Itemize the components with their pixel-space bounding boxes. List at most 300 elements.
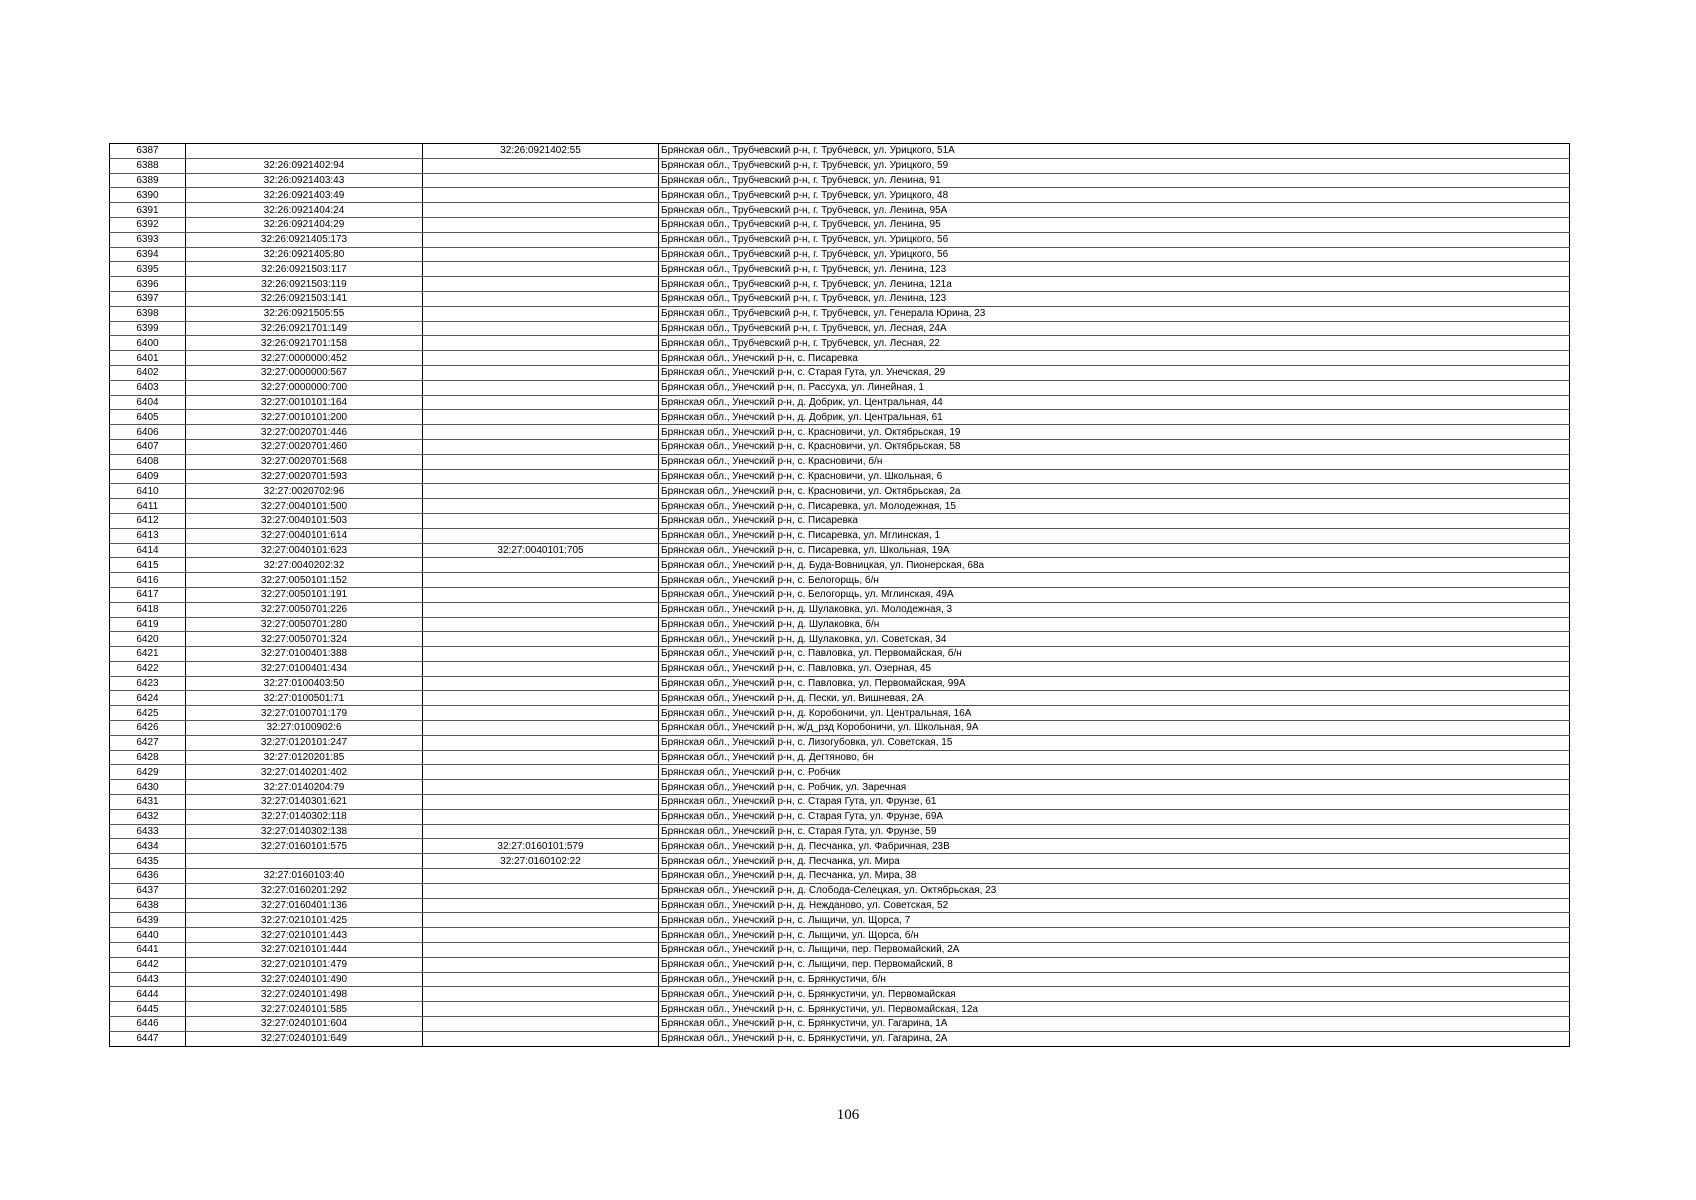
cadastral-number-2-cell	[423, 499, 659, 514]
address-cell: Брянская обл., Унечский р-н, с. Белогорщь, б/н	[659, 573, 1570, 588]
address-cell: Брянская обл., Унечский р-н, с. Павловка, ул. Первомайская, б/н	[659, 647, 1570, 662]
cadastral-number-2-cell	[423, 395, 659, 410]
cadastral-number-2-cell	[423, 691, 659, 706]
table-row	[110, 247, 1570, 262]
address-cell: Брянская обл., Унечский р-н, с. Брянкустичи, ул. Первомайская, 12а	[659, 1002, 1570, 1017]
row-number-cell: 6389	[110, 173, 186, 188]
address-cell: Брянская обл., Унечский р-н, д. Нежданово, ул. Советская, 52	[659, 898, 1570, 913]
address-cell: Брянская обл., Трубчевский р-н, г. Трубчевск, ул. Ленина, 95А	[659, 203, 1570, 218]
table-row	[110, 528, 1570, 543]
address-cell: Брянская обл., Трубчевский р-н, г. Трубчевск, ул. Урицкого, 59	[659, 158, 1570, 173]
address-cell: Брянская обл., Унечский р-н, с. Брянкустичи, ул. Гагарина, 1А	[659, 1017, 1570, 1032]
address-cell: Брянская обл., Унечский р-н, с. Красновичи, ул. Октябрьская, 2а	[659, 484, 1570, 499]
row-number-cell: 6410	[110, 484, 186, 499]
cadastral-number-cell: 32:26:0921503:117	[186, 262, 423, 277]
row-number-cell: 6446	[110, 1017, 186, 1032]
cadastral-number-2-cell	[423, 217, 659, 232]
table-row	[110, 232, 1570, 247]
cadastral-number-2-cell	[423, 780, 659, 795]
cadastral-number-2-cell	[423, 277, 659, 292]
cadastral-number-cell: 32:27:0010101:200	[186, 410, 423, 425]
address-cell: Брянская обл., Унечский р-н, д. Буда-Вовницкая, ул. Пионерская, 68а	[659, 558, 1570, 573]
cadastral-number-cell: 32:27:0240101:498	[186, 987, 423, 1002]
address-cell: Брянская обл., Унечский р-н, д. Песчанка, ул. Мира, 38	[659, 869, 1570, 884]
cadastral-number-2-cell	[423, 1031, 659, 1046]
row-number-cell: 6396	[110, 277, 186, 292]
row-number-cell: 6432	[110, 809, 186, 824]
row-number-cell: 6405	[110, 410, 186, 425]
table-row	[110, 809, 1570, 824]
address-cell: Брянская обл., Унечский р-н, с. Писаревка, ул. Школьная, 19А	[659, 543, 1570, 558]
row-number-cell: 6437	[110, 883, 186, 898]
cadastral-number-cell: 32:27:0020701:568	[186, 454, 423, 469]
table-row	[110, 380, 1570, 395]
table-row	[110, 558, 1570, 573]
cadastral-number-cell: 32:26:0921505:55	[186, 306, 423, 321]
table-row	[110, 898, 1570, 913]
row-number-cell: 6394	[110, 247, 186, 262]
page-number: 106	[836, 1107, 860, 1123]
cadastral-number-2-cell	[423, 1002, 659, 1017]
row-number-cell: 6402	[110, 365, 186, 380]
cadastral-number-cell: 32:26:0921701:149	[186, 321, 423, 336]
row-number-cell: 6431	[110, 795, 186, 810]
table-row	[110, 1031, 1570, 1046]
address-cell: Брянская обл., Трубчевский р-н, г. Трубчевск, ул. Урицкого, 56	[659, 232, 1570, 247]
row-number-cell: 6419	[110, 617, 186, 632]
row-number-cell: 6430	[110, 780, 186, 795]
row-number-cell: 6428	[110, 750, 186, 765]
address-cell: Брянская обл., Унечский р-н, с. Старая Гута, ул. Унечская, 29	[659, 365, 1570, 380]
table-row	[110, 647, 1570, 662]
row-number-cell: 6422	[110, 661, 186, 676]
cadastral-number-2-cell: 32:27:0160101:579	[423, 839, 659, 854]
row-number-cell: 6390	[110, 188, 186, 203]
row-number-cell: 6388	[110, 158, 186, 173]
row-number-cell: 6439	[110, 913, 186, 928]
address-cell: Брянская обл., Трубчевский р-н, г. Трубчевск, ул. Ленина, 91	[659, 173, 1570, 188]
address-cell: Брянская обл., Унечский р-н, с. Писаревка, ул. Молодежная, 15	[659, 499, 1570, 514]
address-cell: Брянская обл., Унечский р-н, д. Пески, ул. Вишневая, 2А	[659, 691, 1570, 706]
address-cell: Брянская обл., Унечский р-н, с. Писаревка	[659, 351, 1570, 366]
cadastral-number-cell: 32:26:0921503:119	[186, 277, 423, 292]
cadastral-number-2-cell	[423, 735, 659, 750]
address-cell: Брянская обл., Трубчевский р-н, г. Трубчевск, ул. Генерала Юрина, 23	[659, 306, 1570, 321]
cadastral-number-2-cell	[423, 158, 659, 173]
cadastral-number-cell: 32:27:0160401:136	[186, 898, 423, 913]
cadastral-number-cell: 32:26:0921405:80	[186, 247, 423, 262]
row-number-cell: 6392	[110, 217, 186, 232]
table-row	[110, 365, 1570, 380]
cadastral-number-cell: 32:26:0921404:29	[186, 217, 423, 232]
cadastral-number-cell: 32:27:0000000:700	[186, 380, 423, 395]
cadastral-number-cell: 32:27:0240101:585	[186, 1002, 423, 1017]
address-cell: Брянская обл., Унечский р-н, д. Песчанка, ул. Мира	[659, 854, 1570, 869]
cadastral-number-cell: 32:27:0050701:324	[186, 632, 423, 647]
row-number-cell: 6424	[110, 691, 186, 706]
table-row	[110, 291, 1570, 306]
cadastral-number-2-cell	[423, 898, 659, 913]
table-row	[110, 484, 1570, 499]
cadastral-number-2-cell	[423, 602, 659, 617]
cadastral-number-cell: 32:26:0921402:94	[186, 158, 423, 173]
row-number-cell: 6403	[110, 380, 186, 395]
row-number-cell: 6411	[110, 499, 186, 514]
row-number-cell: 6433	[110, 824, 186, 839]
address-cell: Брянская обл., Унечский р-н, с. Лыщичи, ул. Щорса, б/н	[659, 928, 1570, 943]
table-row	[110, 661, 1570, 676]
table-row	[110, 987, 1570, 1002]
table-row	[110, 706, 1570, 721]
cadastral-number-2-cell	[423, 809, 659, 824]
cadastral-number-cell: 32:27:0050101:191	[186, 587, 423, 602]
table-row	[110, 676, 1570, 691]
table-row	[110, 144, 1570, 159]
row-number-cell: 6414	[110, 543, 186, 558]
cadastral-number-cell: 32:27:0100501:71	[186, 691, 423, 706]
row-number-cell: 6440	[110, 928, 186, 943]
address-cell: Брянская обл., Унечский р-н, с. Лыщичи, ул. Щорса, 7	[659, 913, 1570, 928]
table-row	[110, 1002, 1570, 1017]
address-cell: Брянская обл., Унечский р-н, д. Добрик, ул. Центральная, 44	[659, 395, 1570, 410]
address-cell: Брянская обл., Трубчевский р-н, г. Трубчевск, ул. Урицкого, 56	[659, 247, 1570, 262]
address-cell: Брянская обл., Трубчевский р-н, г. Трубчевск, ул. Ленина, 95	[659, 217, 1570, 232]
row-number-cell: 6443	[110, 972, 186, 987]
table-row	[110, 824, 1570, 839]
address-cell: Брянская обл., Унечский р-н, с. Брянкустичи, ул. Гагарина, 2А	[659, 1031, 1570, 1046]
table-row	[110, 632, 1570, 647]
address-cell: Брянская обл., Унечский р-н, п. Рассуха, ул. Линейная, 1	[659, 380, 1570, 395]
table-row	[110, 721, 1570, 736]
cadastral-number-2-cell	[423, 247, 659, 262]
table-row	[110, 395, 1570, 410]
table-row	[110, 306, 1570, 321]
cadastral-number-cell: 32:26:0921403:49	[186, 188, 423, 203]
address-cell: Брянская обл., Трубчевский р-н, г. Трубчевск, ул. Лесная, 24А	[659, 321, 1570, 336]
cadastral-number-cell: 32:27:0140302:118	[186, 809, 423, 824]
cadastral-number-cell: 32:27:0160201:292	[186, 883, 423, 898]
cadastral-number-cell: 32:27:0010101:164	[186, 395, 423, 410]
address-cell: Брянская обл., Унечский р-н, д. Шулаковка, б/н	[659, 617, 1570, 632]
cadastral-number-2-cell	[423, 262, 659, 277]
table-row	[110, 602, 1570, 617]
cadastral-number-2-cell	[423, 291, 659, 306]
table-row	[110, 854, 1570, 869]
table-row	[110, 839, 1570, 854]
cadastral-number-cell: 32:27:0100403:50	[186, 676, 423, 691]
cadastral-number-2-cell	[423, 173, 659, 188]
address-cell: Брянская обл., Унечский р-н, с. Красновичи, ул. Школьная, 6	[659, 469, 1570, 484]
cadastral-number-2-cell	[423, 306, 659, 321]
row-number-cell: 6441	[110, 943, 186, 958]
cadastral-number-cell: 32:27:0100902:6	[186, 721, 423, 736]
address-cell: Брянская обл., Унечский р-н, с. Павловка, ул. Озерная, 45	[659, 661, 1570, 676]
row-number-cell: 6434	[110, 839, 186, 854]
cadastral-number-cell: 32:27:0120101:247	[186, 735, 423, 750]
cadastral-number-2-cell	[423, 573, 659, 588]
table-row	[110, 351, 1570, 366]
cadastral-number-cell: 32:27:0040202:32	[186, 558, 423, 573]
cadastral-number-2-cell	[423, 425, 659, 440]
cadastral-number-2-cell	[423, 928, 659, 943]
row-number-cell: 6442	[110, 957, 186, 972]
row-number-cell: 6397	[110, 291, 186, 306]
cadastral-number-2-cell	[423, 469, 659, 484]
table-row	[110, 1017, 1570, 1032]
table-row	[110, 543, 1570, 558]
cadastral-number-2-cell	[423, 380, 659, 395]
row-number-cell: 6444	[110, 987, 186, 1002]
row-number-cell: 6427	[110, 735, 186, 750]
address-cell: Брянская обл., Трубчевский р-н, г. Трубчевск, ул. Урицкого, 51А	[659, 144, 1570, 159]
table-row	[110, 217, 1570, 232]
row-number-cell: 6387	[110, 144, 186, 159]
table-row	[110, 336, 1570, 351]
table-row	[110, 735, 1570, 750]
table-row	[110, 158, 1570, 173]
cadastral-number-2-cell	[423, 987, 659, 1002]
cadastral-number-cell: 32:27:0020702:96	[186, 484, 423, 499]
address-cell: Брянская обл., Трубчевский р-н, г. Трубчевск, ул. Урицкого, 48	[659, 188, 1570, 203]
address-cell: Брянская обл., Унечский р-н, с. Старая Гута, ул. Фрунзе, 61	[659, 795, 1570, 810]
cadastral-number-cell: 32:27:0100701:179	[186, 706, 423, 721]
row-number-cell: 6406	[110, 425, 186, 440]
table-row	[110, 795, 1570, 810]
cadastral-number-cell: 32:26:0921405:173	[186, 232, 423, 247]
row-number-cell: 6447	[110, 1031, 186, 1046]
address-cell: Брянская обл., Трубчевский р-н, г. Трубчевск, ул. Ленина, 121а	[659, 277, 1570, 292]
address-cell: Брянская обл., Унечский р-н, д. Шулаковка, ул. Советская, 34	[659, 632, 1570, 647]
table-row	[110, 513, 1570, 528]
cadastral-number-2-cell	[423, 454, 659, 469]
cadastral-number-cell: 32:27:0050101:152	[186, 573, 423, 588]
cadastral-number-2-cell	[423, 957, 659, 972]
registry-table-body	[110, 144, 1570, 1047]
table-row	[110, 277, 1570, 292]
row-number-cell: 6404	[110, 395, 186, 410]
row-number-cell: 6425	[110, 706, 186, 721]
table-row	[110, 928, 1570, 943]
cadastral-number-2-cell	[423, 765, 659, 780]
cadastral-number-cell: 32:26:0921503:141	[186, 291, 423, 306]
cadastral-number-2-cell	[423, 203, 659, 218]
table-row	[110, 262, 1570, 277]
cadastral-number-cell: 32:27:0240101:604	[186, 1017, 423, 1032]
cadastral-number-cell: 32:27:0050701:280	[186, 617, 423, 632]
cadastral-number-2-cell	[423, 972, 659, 987]
cadastral-number-2-cell	[423, 913, 659, 928]
cadastral-number-cell: 32:27:0140302:138	[186, 824, 423, 839]
cadastral-number-cell: 32:27:0210101:444	[186, 943, 423, 958]
cadastral-number-cell: 32:27:0000000:567	[186, 365, 423, 380]
table-row	[110, 439, 1570, 454]
cadastral-number-2-cell	[423, 336, 659, 351]
row-number-cell: 6398	[110, 306, 186, 321]
row-number-cell: 6407	[110, 439, 186, 454]
cadastral-number-2-cell	[423, 1017, 659, 1032]
table-row	[110, 617, 1570, 632]
row-number-cell: 6412	[110, 513, 186, 528]
address-cell: Брянская обл., Унечский р-н, с. Лыщичи, пер. Первомайский, 2А	[659, 943, 1570, 958]
table-row	[110, 587, 1570, 602]
cadastral-number-cell: 32:27:0000000:452	[186, 351, 423, 366]
cadastral-number-cell: 32:27:0210101:443	[186, 928, 423, 943]
address-cell: Брянская обл., Унечский р-н, с. Брянкустичи, б/н	[659, 972, 1570, 987]
address-cell: Брянская обл., Унечский р-н, с. Красновичи, б/н	[659, 454, 1570, 469]
row-number-cell: 6415	[110, 558, 186, 573]
cadastral-number-cell: 32:27:0100401:388	[186, 647, 423, 662]
row-number-cell: 6408	[110, 454, 186, 469]
cadastral-number-cell: 32:27:0120201:85	[186, 750, 423, 765]
address-cell: Брянская обл., Унечский р-н, д. Шулаковка, ул. Молодежная, 3	[659, 602, 1570, 617]
address-cell: Брянская обл., Унечский р-н, д. Песчанка, ул. Фабричная, 23В	[659, 839, 1570, 854]
cadastral-number-2-cell	[423, 587, 659, 602]
row-number-cell: 6395	[110, 262, 186, 277]
row-number-cell: 6416	[110, 573, 186, 588]
cadastral-number-2-cell	[423, 706, 659, 721]
cadastral-number-2-cell	[423, 883, 659, 898]
cadastral-number-2-cell	[423, 365, 659, 380]
table-row	[110, 425, 1570, 440]
cadastral-number-2-cell	[423, 484, 659, 499]
address-cell: Брянская обл., Унечский р-н, с. Красновичи, ул. Октябрьская, 19	[659, 425, 1570, 440]
cadastral-number-cell: 32:27:0040101:503	[186, 513, 423, 528]
address-cell: Брянская обл., Трубчевский р-н, г. Трубчевск, ул. Лесная, 22	[659, 336, 1570, 351]
address-cell: Брянская обл., Унечский р-н, д. Добрик, ул. Центральная, 61	[659, 410, 1570, 425]
cadastral-number-cell: 32:27:0020701:446	[186, 425, 423, 440]
row-number-cell: 6413	[110, 528, 186, 543]
address-cell: Брянская обл., Трубчевский р-н, г. Трубчевск, ул. Ленина, 123	[659, 291, 1570, 306]
cadastral-number-2-cell	[423, 632, 659, 647]
address-cell: Брянская обл., Унечский р-н, с. Старая Гута, ул. Фрунзе, 59	[659, 824, 1570, 839]
cadastral-number-cell: 32:27:0140201:402	[186, 765, 423, 780]
cadastral-number-cell: 32:27:0240101:649	[186, 1031, 423, 1046]
cadastral-number-2-cell	[423, 558, 659, 573]
cadastral-number-2-cell	[423, 795, 659, 810]
address-cell: Брянская обл., Унечский р-н, с. Белогорщь, ул. Мглинская, 49А	[659, 587, 1570, 602]
address-cell: Брянская обл., Унечский р-н, ж/д_рзд Коробоничи, ул. Школьная, 9А	[659, 721, 1570, 736]
cadastral-number-2-cell	[423, 439, 659, 454]
row-number-cell: 6400	[110, 336, 186, 351]
table-row	[110, 499, 1570, 514]
table-row	[110, 321, 1570, 336]
table-row	[110, 750, 1570, 765]
cadastral-number-2-cell	[423, 721, 659, 736]
address-cell: Брянская обл., Унечский р-н, с. Лизогубовка, ул. Советская, 15	[659, 735, 1570, 750]
address-cell: Брянская обл., Унечский р-н, д. Слобода-Селецкая, ул. Октябрьская, 23	[659, 883, 1570, 898]
table-row	[110, 173, 1570, 188]
cadastral-number-cell: 32:27:0160103:40	[186, 869, 423, 884]
row-number-cell: 6409	[110, 469, 186, 484]
cadastral-number-2-cell	[423, 750, 659, 765]
address-cell: Брянская обл., Унечский р-н, д. Коробоничи, ул. Центральная, 16А	[659, 706, 1570, 721]
cadastral-number-cell: 32:27:0210101:425	[186, 913, 423, 928]
table-row	[110, 410, 1570, 425]
cadastral-number-cell: 32:27:0160101:575	[186, 839, 423, 854]
cadastral-number-2-cell	[423, 410, 659, 425]
row-number-cell: 6399	[110, 321, 186, 336]
row-number-cell: 6420	[110, 632, 186, 647]
row-number-cell: 6421	[110, 647, 186, 662]
table-row	[110, 957, 1570, 972]
table-row	[110, 765, 1570, 780]
cadastral-number-cell: 32:26:0921701:158	[186, 336, 423, 351]
row-number-cell: 6438	[110, 898, 186, 913]
row-number-cell: 6401	[110, 351, 186, 366]
address-cell: Брянская обл., Унечский р-н, с. Робчик	[659, 765, 1570, 780]
cadastral-number-2-cell	[423, 617, 659, 632]
cadastral-number-2-cell	[423, 647, 659, 662]
address-cell: Брянская обл., Унечский р-н, с. Писаревка, ул. Мглинская, 1	[659, 528, 1570, 543]
cadastral-number-cell: 32:26:0921404:24	[186, 203, 423, 218]
cadastral-number-2-cell	[423, 676, 659, 691]
cadastral-number-2-cell	[423, 824, 659, 839]
cadastral-number-cell: 32:27:0040101:614	[186, 528, 423, 543]
cadastral-number-cell: 32:27:0040101:623	[186, 543, 423, 558]
row-number-cell: 6423	[110, 676, 186, 691]
table-row	[110, 691, 1570, 706]
cadastral-number-cell: 32:27:0240101:490	[186, 972, 423, 987]
address-cell: Брянская обл., Унечский р-н, с. Брянкустичи, ул. Первомайская	[659, 987, 1570, 1002]
address-cell: Брянская обл., Унечский р-н, с. Робчик, ул. Заречная	[659, 780, 1570, 795]
table-row	[110, 573, 1570, 588]
table-row	[110, 188, 1570, 203]
cadastral-number-cell	[186, 854, 423, 869]
address-cell: Брянская обл., Унечский р-н, с. Красновичи, ул. Октябрьская, 58	[659, 439, 1570, 454]
row-number-cell: 6391	[110, 203, 186, 218]
table-row	[110, 869, 1570, 884]
cadastral-number-2-cell	[423, 321, 659, 336]
cadastral-number-2-cell: 32:27:0040101:705	[423, 543, 659, 558]
table-row	[110, 454, 1570, 469]
cadastral-number-cell: 32:27:0140301:621	[186, 795, 423, 810]
table-row	[110, 469, 1570, 484]
row-number-cell: 6393	[110, 232, 186, 247]
address-cell: Брянская обл., Трубчевский р-н, г. Трубчевск, ул. Ленина, 123	[659, 262, 1570, 277]
cadastral-number-2-cell	[423, 528, 659, 543]
table-row	[110, 780, 1570, 795]
address-cell: Брянская обл., Унечский р-н, с. Писаревка	[659, 513, 1570, 528]
address-cell: Брянская обл., Унечский р-н, с. Старая Гута, ул. Фрунзе, 69А	[659, 809, 1570, 824]
table-row	[110, 913, 1570, 928]
address-cell: Брянская обл., Унечский р-н, с. Павловка, ул. Первомайская, 99А	[659, 676, 1570, 691]
cadastral-number-cell: 32:27:0140204:79	[186, 780, 423, 795]
cadastral-number-2-cell	[423, 869, 659, 884]
row-number-cell: 6429	[110, 765, 186, 780]
cadastral-number-cell: 32:27:0050701:226	[186, 602, 423, 617]
cadastral-number-2-cell	[423, 188, 659, 203]
cadastral-number-cell	[186, 144, 423, 159]
cadastral-number-cell: 32:27:0020701:593	[186, 469, 423, 484]
row-number-cell: 6435	[110, 854, 186, 869]
cadastral-number-2-cell	[423, 351, 659, 366]
cadastral-number-2-cell	[423, 232, 659, 247]
cadastral-number-2-cell	[423, 661, 659, 676]
cadastral-number-2-cell: 32:26:0921402:55	[423, 144, 659, 159]
cadastral-number-2-cell: 32:27:0160102:22	[423, 854, 659, 869]
cadastral-number-cell: 32:27:0020701:460	[186, 439, 423, 454]
row-number-cell: 6436	[110, 869, 186, 884]
registry-table	[109, 143, 1570, 1047]
table-row	[110, 943, 1570, 958]
cadastral-number-2-cell	[423, 513, 659, 528]
cadastral-number-cell: 32:26:0921403:43	[186, 173, 423, 188]
table-row	[110, 883, 1570, 898]
row-number-cell: 6426	[110, 721, 186, 736]
table-row	[110, 972, 1570, 987]
cadastral-number-2-cell	[423, 943, 659, 958]
address-cell: Брянская обл., Унечский р-н, д. Дегтяново, бн	[659, 750, 1570, 765]
